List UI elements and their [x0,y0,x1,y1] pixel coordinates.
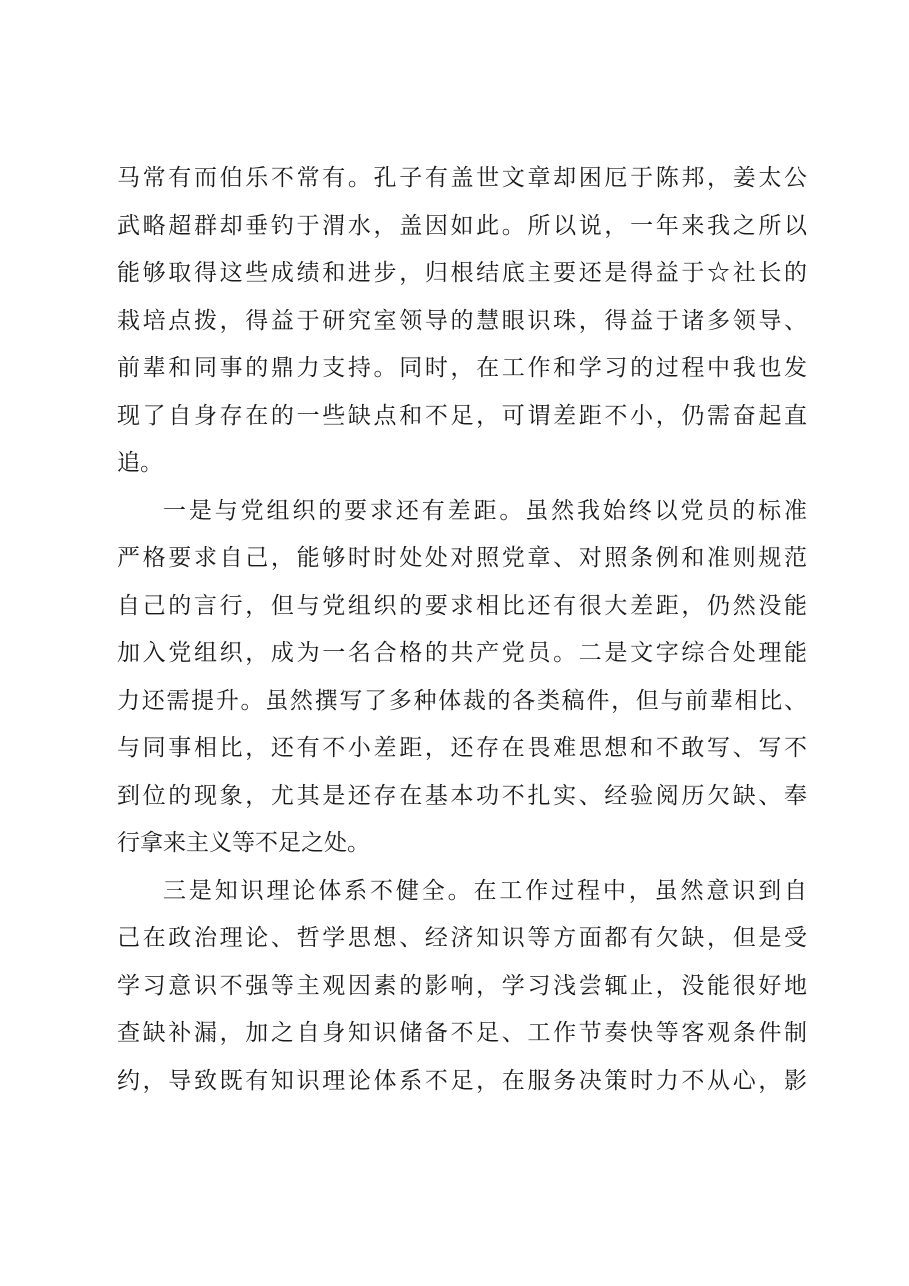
paragraph-first-line: 三是知识理论体系不健全。在工作过程中，虽然意识到自 [163,877,807,904]
text-line: 栽培点拨，得益于研究室领导的慧眼识珠，得益于诸多领导、 [117,307,807,334]
text-line: 马常有而伯乐不常有。孔子有盖世文章却困厄于陈邦，姜太公 [117,165,807,191]
text-line: 己在政治理论、哲学思想、经济知识等方面都有欠缺，但是受 [117,925,807,951]
paragraph-first-line: 一是与党组织的要求还有差距。虽然我始终以党员的标准 [163,497,807,524]
text-line: 加入党组织，成为一名合格的共产党员。二是文字综合处理能 [117,640,807,666]
text-line: 约，导致既有知识理论体系不足，在服务决策时力不从心，影 [117,1067,807,1094]
text-line: 查缺补漏，加之自身知识储备不足、工作节奏快等客观条件制 [117,1020,807,1046]
text-line: 与同事相比，还有不小差距，还存在畏难思想和不敢写、写不 [117,735,807,761]
text-line: 自己的言行，但与党组织的要求相比还有很大差距，仍然没能 [117,592,807,619]
text-line: 学习意识不强等主观因素的影响，学习浅尝辄止，没能很好地 [117,972,807,999]
text-line: 到位的现象，尤其是还存在基本功不扎实、经验阅历欠缺、奉 [117,782,807,809]
text-line: 武略超群却垂钓于渭水，盖因如此。所以说，一年来我之所以 [117,212,807,239]
text-line: 现了自身存在的一些缺点和不足，可谓差距不小，仍需奋起直 [117,402,807,429]
text-line: 行拿来主义等不足之处。 [117,830,370,856]
text-line: 力还需提升。虽然撰写了多种体裁的各类稿件，但与前辈相比、 [117,687,807,714]
text-line: 追。 [117,450,163,476]
text-line: 严格要求自己，能够时时处处对照党章、对照条例和准则规范 [117,545,807,571]
text-line: 能够取得这些成绩和进步，归根结底主要还是得益于☆社长的 [117,260,807,286]
document-body [117,155,807,1105]
text-line: 前辈和同事的鼎力支持。同时，在工作和学习的过程中我也发 [117,355,807,381]
